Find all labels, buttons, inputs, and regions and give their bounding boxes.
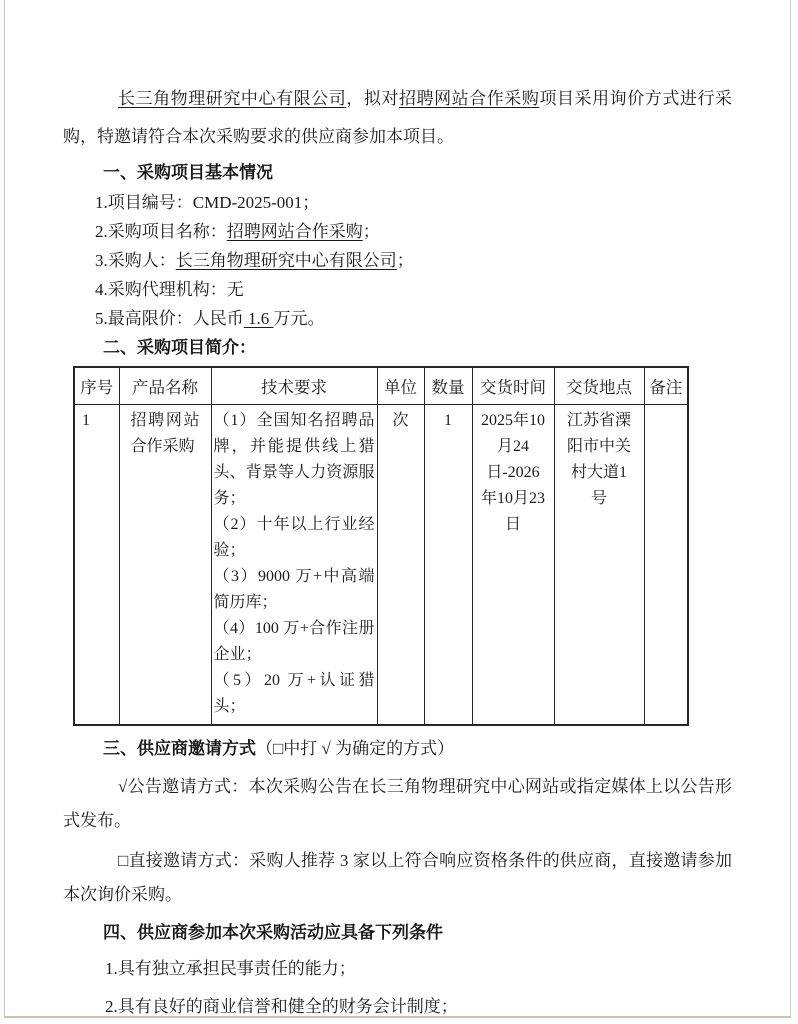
tech-requirement-item: （2）十年以上行业经验； [213,516,375,559]
cell-remark [644,405,688,726]
header-remark: 备注 [644,367,688,405]
header-delivery-place: 交货地点 [554,367,644,405]
section-3-heading-bold: 三、供应商邀请方式 [103,739,256,758]
item-text: 万元。 [273,309,325,328]
item-text: 2.采购项目名称： [95,222,227,241]
section-1-items [63,188,732,333]
intro-text-mid: ，拟对 [346,89,399,108]
header-unit: 单位 [377,367,424,405]
header-product: 产品名称 [119,367,211,405]
cell-qty: 1 [424,405,472,726]
tech-requirement-item: （1）全国知名招聘品牌，并能提供线上猎头、背景等人力资源服务； [213,412,375,507]
buyer-name: 长三角物理研究中心有限公司 [118,89,347,108]
tech-requirement-item: （4）100 万+合作注册企业； [213,620,375,663]
cell-seq: 1 [74,405,119,726]
item-project-code [95,188,732,217]
header-seq: 序号 [74,367,119,405]
cell-product: 招聘网站合作采购 [119,405,211,726]
intro-paragraph [63,80,732,156]
item-project-title [95,217,732,246]
header-delivery-time: 交货时间 [472,367,554,405]
condition-item: 1.具有独立承担民事责任的能力； [105,959,356,978]
item-text: 1.项目编号：CMD-2025-001； [95,193,320,212]
item-purchaser [95,246,732,275]
direct-invitation-paragraph [63,844,732,912]
condition-item: 2.具有良好的商业信誉和健全的财务会计制度； [105,997,458,1016]
section-4-items [63,952,732,1024]
table-header-row [74,367,688,405]
section-3-heading [103,734,732,764]
tech-requirement-item: （3）9000 万+中高端简历库； [213,568,375,611]
cell-tech [211,405,377,726]
item-text: 5.最高限价：人民币 [95,309,244,328]
direct-invitation-text: 直接邀请方式：采购人推荐 3 家以上符合响应资格条件的供应商，直接邀请参加本次询价采购。 [63,851,732,904]
check-mark-icon: √ [118,777,128,796]
item-underlined-text: 1.6 [243,309,274,328]
tech-requirement-item: （5）20 万+认证猎头； [213,672,375,715]
header-qty: 数量 [424,367,472,405]
section-2-heading: 二、采购项目简介： [103,338,256,357]
document-page [4,0,791,1018]
item-text: ； [396,251,414,270]
section-4-heading: 四、供应商参加本次采购活动应具备下列条件 [103,923,443,942]
table-row [74,405,688,726]
header-tech: 技术要求 [211,367,377,405]
cell-delivery-time: 2025年10月24日-2026年10月23日 [472,405,554,726]
announcement-invitation-paragraph [63,770,732,838]
section-3-heading-note: （□中打 √ 为确定的方式） [256,739,455,758]
checkbox-icon: □ [118,851,129,870]
item-underlined-text: 招聘网站合作采购 [226,222,363,241]
item-agency [95,275,732,304]
procurement-table [73,366,689,726]
item-text: 4.采购代理机构：无 [95,280,244,299]
intro-text-rest: 项目采用询价方式进行采购，特邀请符合本次采购要求的供应商参加本项目。 [63,89,733,146]
item-underlined-text: 长三角物理研究中心有限公司 [175,251,397,270]
section-1-heading: 一、采购项目基本情况 [103,163,273,182]
cell-unit: 次 [377,405,424,726]
announcement-invitation-text: 公告邀请方式：本次采购公告在长三角物理研究中心网站或指定媒体上以公告形式发布。 [63,777,732,830]
cell-delivery-place: 江苏省溧阳市中关村大道1号 [554,405,644,726]
item-text: ； [362,222,380,241]
item-text: 3.采购人： [95,251,176,270]
project-name: 招聘网站合作采购 [398,89,540,108]
item-max-price [95,304,732,333]
